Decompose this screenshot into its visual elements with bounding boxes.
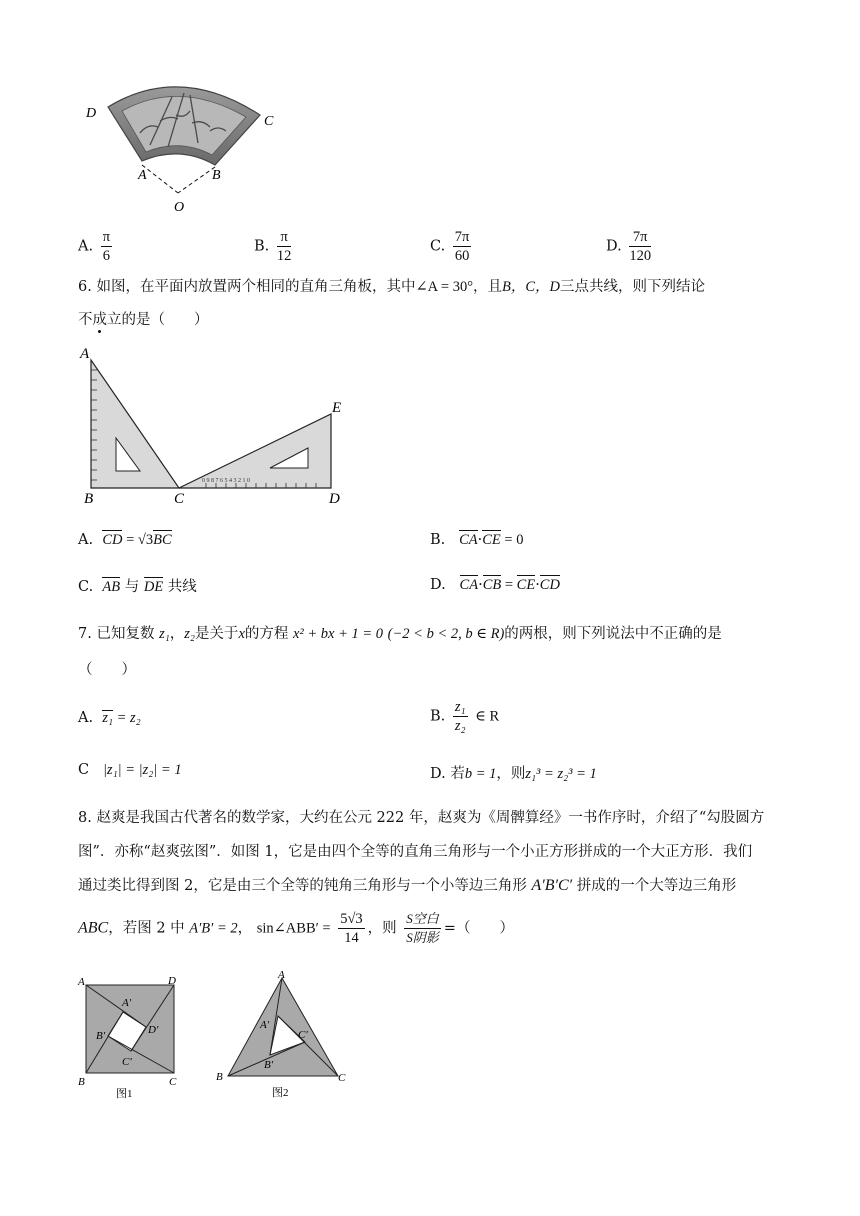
ruler-numbers: 0 9 8 7 6 5 4 3 2 1 0 [202, 478, 250, 484]
vector-ce: CE [516, 577, 536, 593]
label-E: E [332, 400, 342, 416]
q5-option-d[interactable] [606, 228, 654, 265]
svg-text:B: B [216, 1071, 223, 1083]
svg-text:C′: C′ [298, 1029, 308, 1041]
q6-option-c[interactable]: C. AB 与 DE 共线 [78, 579, 197, 595]
label-A: A [138, 168, 147, 183]
label-O: O [174, 200, 185, 215]
fraction: $\frac{\text{z₁}}{\text{z₂}}$ [454, 699, 466, 734]
label-D: D [86, 106, 97, 121]
label-B: B [212, 168, 221, 183]
fraction: $\frac{7\pi}{60}$ [454, 229, 470, 264]
svg-text:D′: D′ [148, 1024, 159, 1036]
expr: = z₂ [113, 710, 141, 726]
fraction: $\frac{\pi}{12}$ [276, 229, 292, 264]
figure-caption: 图2 [272, 1087, 289, 1099]
option-letter: A. [78, 238, 94, 255]
svg-text:C′: C′ [122, 1056, 132, 1068]
q7-option-a[interactable]: A. z₁ = z₂ [78, 710, 141, 726]
vector-ab: AB [102, 579, 121, 595]
figure-caption: 图1 [116, 1088, 133, 1100]
svg-text:A: A [78, 976, 85, 988]
q5-option-b[interactable] [254, 228, 294, 265]
option-letter: C. [430, 238, 446, 255]
label-A: A [80, 346, 90, 362]
fraction: $\frac{\pi}{6}$ [102, 229, 111, 264]
vector-cb: CB [482, 577, 502, 593]
q8-figure2 [210, 968, 355, 1103]
vector-ce: CE [482, 532, 501, 548]
label-C: C [174, 491, 185, 507]
q7-option-b[interactable]: B. $\frac{\text{z₁}}{\text{z₂}}$ ∈ R [430, 699, 500, 734]
q8-line1: 8. 赵爽是我国古代著名的数学家，大约在公元 222 年，赵爽为《周髀算经》一书作序时，介绍了“勾股圆方 [78, 810, 765, 826]
svg-text:A′: A′ [260, 1019, 270, 1031]
option-letter: B. [254, 238, 270, 255]
vector-de: DE [143, 579, 164, 595]
q5-option-a[interactable] [78, 228, 115, 265]
label-B: B [84, 491, 94, 507]
vector-ca: CA [459, 532, 478, 548]
q6-option-d[interactable]: D. CA·CB = CE·CD [430, 577, 560, 593]
fraction: $\frac{7\pi}{120}$ [629, 229, 652, 264]
svg-text:A: A [278, 969, 285, 981]
q8-line4: ABC，若图 2 中 A′B′ = 2， sin∠ABB′ = $\frac{5√3}{14}$ ，则 $\frac{\text{S空白}}{\text{S阴影}}$ =（ ） [78, 911, 514, 946]
q7-option-c[interactable]: C |z₁| = |z₂| = 1 [78, 762, 182, 778]
label-C: C [264, 114, 274, 129]
option-letter: D. [606, 238, 622, 255]
q6-stem-line2: 不成立的是（ ） [78, 312, 209, 328]
q8-line2: 图”．亦称“赵爽弦图”．如图 1，它是由四个全等的直角三角形与一个小正方形拼成的一个大正方形．我们 [78, 844, 753, 860]
q6-option-a[interactable]: A. CD = √3BC [78, 532, 172, 548]
fraction-area: $\frac{\text{S空白}}{\text{S阴影}}$ [406, 911, 439, 945]
q5-option-c[interactable] [430, 228, 474, 265]
svg-text:D: D [168, 975, 176, 987]
conjugate-z1: z₁ [102, 710, 113, 726]
q7-stem-line2: （ ） [78, 662, 136, 678]
svg-text:B: B [78, 1076, 85, 1088]
q6-triangles-figure [76, 340, 366, 510]
q7-option-d[interactable]: D. 若b = 1，则z₁³ = z₂³ = 1 [430, 766, 597, 782]
vector-ca: CA [459, 577, 479, 593]
q7-stem-line1: 7. 已知复数 z₁，z₂是关于x的方程 x² + bx + 1 = 0 (−2 < b < 2, b ∈ R)的两根，则下列说法中不正确的是 [78, 626, 722, 642]
svg-text:C: C [338, 1072, 346, 1084]
svg-text:A′: A′ [122, 997, 132, 1009]
svg-text:B′: B′ [96, 1030, 106, 1042]
vector-cd: CD [539, 577, 560, 593]
emphasis-not-holds: 不成立 [78, 312, 122, 328]
fraction-sin: $\frac{5√3}{14}$ [340, 911, 363, 946]
vector-bc: BC [153, 532, 172, 548]
q8-line3: 通过类比得到图 2，它是由三个全等的钝角三角形与一个小等边三角形 A′B′C′ 拼成的一个大等边三角形 [78, 877, 737, 894]
q8-figure1 [76, 975, 186, 1100]
vector-cd: CD [102, 532, 123, 548]
svg-text:C: C [169, 1076, 177, 1088]
q6-stem-line1: 6. 如图，在平面内放置两个相同的直角三角板，其中∠A = 30°，且B，C，D三点共线，则下列结论 [78, 279, 705, 295]
svg-text:B′: B′ [264, 1059, 274, 1071]
label-D: D [329, 491, 340, 507]
q6-option-b[interactable]: B. CA·CE = 0 [430, 532, 524, 548]
q5-fan-figure [80, 75, 290, 215]
